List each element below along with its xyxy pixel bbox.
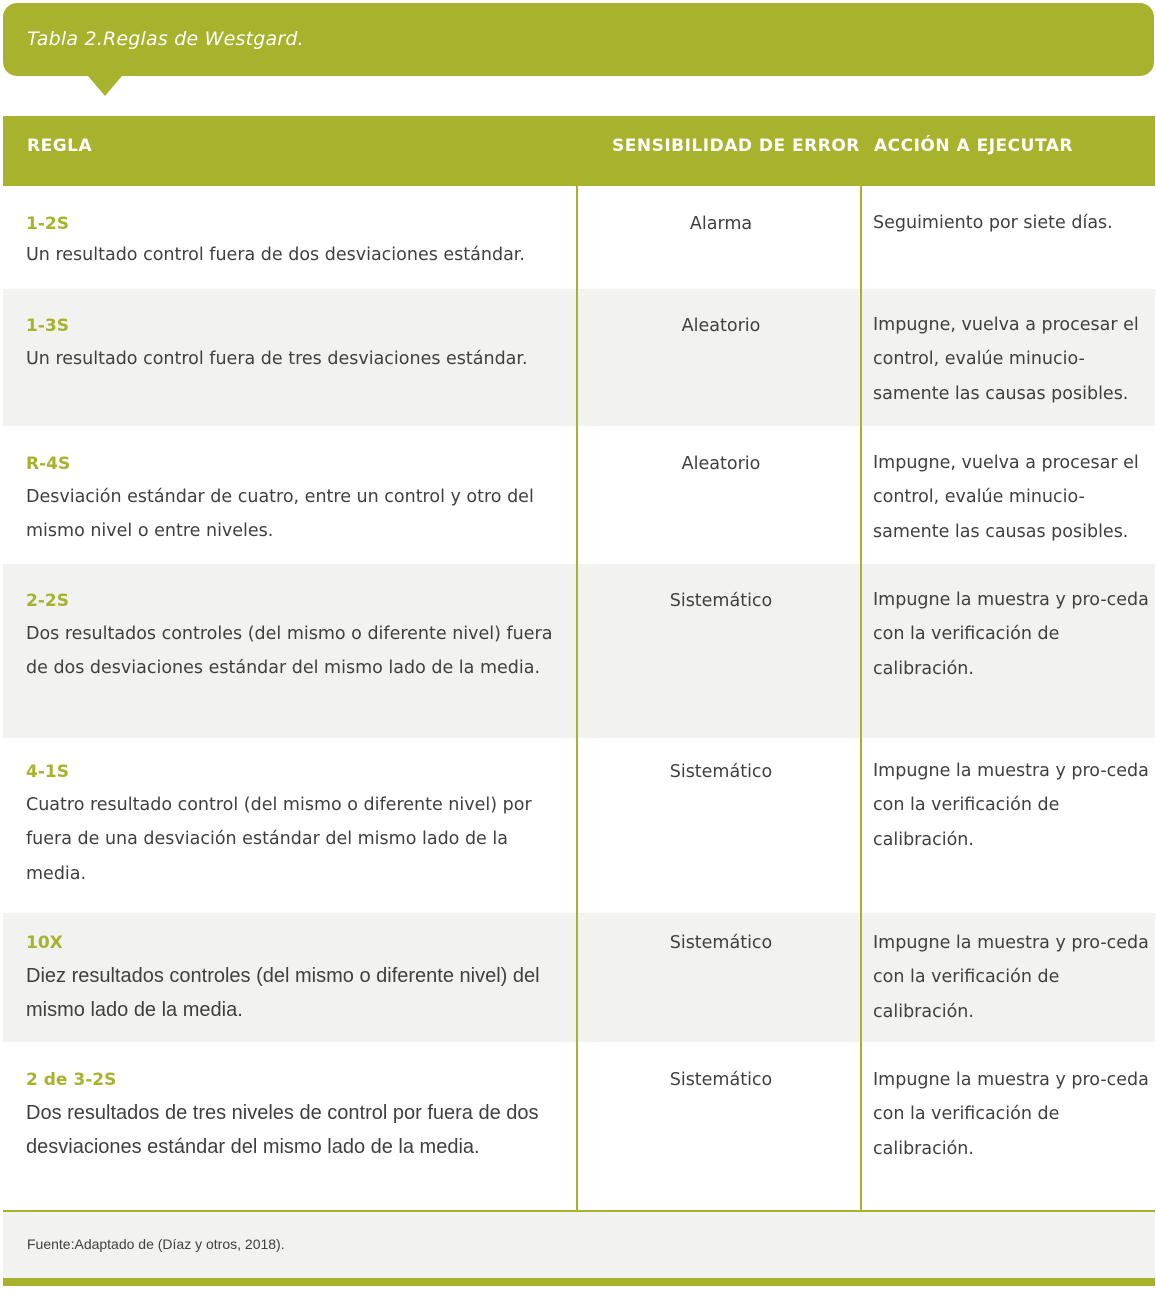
rule-code: 2-2S	[26, 591, 69, 611]
table-row	[3, 289, 1155, 426]
header-sensitivity: SENSIBILIDAD DE ERROR	[612, 136, 860, 156]
header-action: ACCIÓN A EJECUTAR	[874, 136, 1073, 156]
header-rule: REGLA	[27, 136, 93, 156]
table-caption-banner	[3, 3, 1154, 76]
rule-description: Diez resultados controles (del mismo o diferente nivel) del mismo lado de la media.	[26, 965, 540, 1022]
table-row	[3, 426, 1155, 564]
rule-code: 1-3S	[26, 316, 69, 336]
error-sensitivity: Sistemático	[669, 933, 773, 953]
error-sensitivity: Aleatorio	[681, 316, 761, 336]
table-header	[3, 116, 1155, 186]
rule-code: 1-2S	[26, 214, 69, 234]
table-row	[3, 738, 1155, 913]
error-sensitivity: Alarma	[689, 214, 753, 234]
error-sensitivity: Sistemático	[669, 1070, 773, 1090]
action-to-take: Impugne la muestra y pro-ceda con la verificación de calibración.	[873, 1070, 1149, 1159]
error-sensitivity: Aleatorio	[681, 454, 761, 474]
action-to-take: Seguimiento por siete días.	[873, 213, 1113, 233]
table-row	[3, 1042, 1155, 1210]
table-caption: Tabla 2.Reglas de Westgard.	[27, 28, 304, 50]
table-row	[3, 913, 1155, 1042]
rule-description: Dos resultados controles (del mismo o diferente nivel) fuera de dos desviaciones estándar del mismo lado de la media.	[26, 624, 553, 679]
table-row	[3, 564, 1155, 738]
column-divider	[576, 186, 578, 1210]
rule-code: R-4S	[26, 454, 71, 474]
action-to-take: Impugne la muestra y pro-ceda con la verificación de calibración.	[873, 590, 1149, 679]
rule-code: 2 de 3-2S	[26, 1070, 117, 1090]
table-row	[3, 186, 1155, 289]
rule-code: 4-1S	[26, 762, 69, 782]
action-to-take: Impugne la muestra y pro-ceda con la verificación de calibración.	[873, 933, 1149, 1022]
caption-pointer	[88, 76, 122, 96]
error-sensitivity: Sistemático	[669, 762, 773, 782]
table-footer	[3, 1210, 1155, 1278]
action-to-take: Impugne la muestra y pro-ceda con la verificación de calibración.	[873, 761, 1149, 850]
footer-accent-bar	[3, 1278, 1155, 1286]
rule-description: Un resultado control fuera de dos desviaciones estándar.	[26, 245, 525, 265]
source-note: Fuente:Adaptado de (Díaz y otros, 2018).	[27, 1236, 285, 1252]
action-to-take: Impugne, vuelva a procesar el control, evalúe minucio-samente las causas posibles.	[873, 315, 1139, 404]
action-to-take: Impugne, vuelva a procesar el control, evalúe minucio-samente las causas posibles.	[873, 453, 1139, 542]
rule-code: 10X	[26, 933, 63, 953]
rule-description: Un resultado control fuera de tres desviaciones estándar.	[26, 349, 528, 369]
column-divider	[860, 186, 862, 1210]
error-sensitivity: Sistemático	[669, 591, 773, 611]
rule-description: Cuatro resultado control (del mismo o diferente nivel) por fuera de una desviación estándar del mismo lado de la media.	[26, 795, 532, 884]
rule-description: Dos resultados de tres niveles de control por fuera de dos desviaciones estándar del mismo lado de la media.	[26, 1102, 539, 1159]
rule-description: Desviación estándar de cuatro, entre un control y otro del mismo nivel o entre niveles.	[26, 487, 534, 542]
